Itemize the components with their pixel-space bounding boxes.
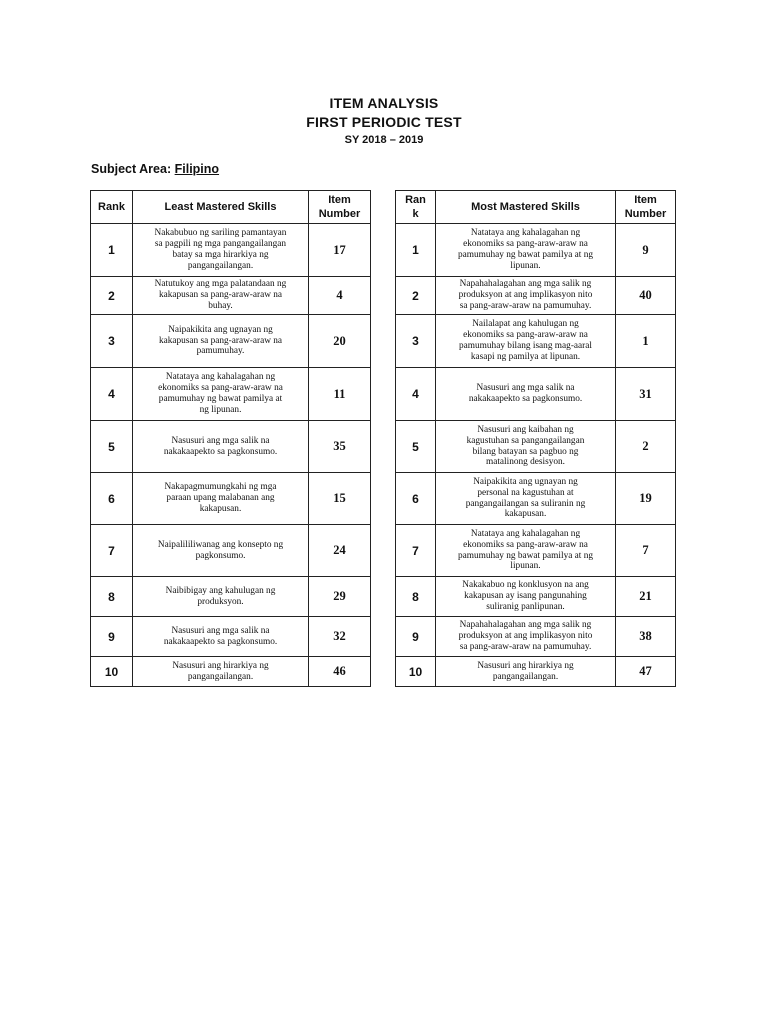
item-number-cell: 2 — [616, 421, 676, 473]
skill-cell: Napahahalagahan ang mga salik ng produksyon at ang implikasyon nito sa pang-araw-araw na pamumuhay. — [436, 617, 616, 657]
item-number-header: Item Number — [309, 191, 371, 224]
subject-area-label: Subject Area: — [91, 162, 172, 176]
document-header — [0, 94, 768, 148]
skill-cell: Nasusuri ang mga salik na nakakaapekto sa pagkonsumo. — [133, 421, 309, 473]
item-number-cell: 24 — [309, 525, 371, 577]
rank-cell: 9 — [396, 617, 436, 657]
rank-cell: 9 — [91, 617, 133, 657]
table-row — [91, 368, 371, 421]
skill-cell: Naipakikita ang ugnayan ng kakapusan sa pang-araw-araw na pamumuhay. — [133, 315, 309, 368]
item-number-cell: 35 — [309, 421, 371, 473]
table-header-row — [396, 191, 676, 224]
item-number-cell: 15 — [309, 473, 371, 525]
rank-cell: 2 — [91, 277, 133, 315]
table-row — [91, 315, 371, 368]
skill-cell: Nasusuri ang kaibahan ng kagustuhan sa pangangailangan bilang batayan sa pagbuo ng matalinong desisyon. — [436, 421, 616, 473]
item-number-cell: 32 — [309, 617, 371, 657]
rank-cell: 2 — [396, 277, 436, 315]
table-row — [91, 525, 371, 577]
document-title: ITEM ANALYSIS — [329, 95, 439, 111]
skill-header: Most Mastered Skills — [436, 191, 616, 224]
item-number-cell: 19 — [616, 473, 676, 525]
rank-cell: 6 — [91, 473, 133, 525]
rank-header: Ran k — [396, 191, 436, 224]
rank-cell: 1 — [396, 224, 436, 277]
skill-cell: Naibibigay ang kahulugan ng produksyon. — [133, 577, 309, 617]
item-number-cell: 4 — [309, 277, 371, 315]
table-row — [396, 657, 676, 687]
skill-cell: Nailalapat ang kahulugan ng ekonomiks sa pang-araw-araw na pamumuhay bilang isang mag-aaral kasapi ng pamilya at lipunan. — [436, 315, 616, 368]
table-row — [396, 525, 676, 577]
school-year: SY 2018 – 2019 — [344, 134, 424, 146]
skill-cell: Natataya ang kahalagahan ng ekonomiks sa pang-araw-araw na pamumuhay ng bawat pamilya at ng lipunan. — [436, 525, 616, 577]
rank-cell: 10 — [91, 657, 133, 687]
item-number-cell: 20 — [309, 315, 371, 368]
table-row — [396, 224, 676, 277]
table-row — [396, 617, 676, 657]
table-row — [396, 368, 676, 421]
item-number-cell: 17 — [309, 224, 371, 277]
item-number-cell: 29 — [309, 577, 371, 617]
subject-area-value: Filipino — [174, 162, 220, 176]
most-mastered-table — [395, 190, 676, 687]
table-row — [91, 421, 371, 473]
table-row — [91, 473, 371, 525]
skill-cell: Nakapagmumungkahi ng mga paraan upang malabanan ang kakapusan. — [133, 473, 309, 525]
rank-cell: 4 — [91, 368, 133, 421]
subject-area — [91, 162, 219, 176]
item-number-cell: 38 — [616, 617, 676, 657]
table-row — [396, 473, 676, 525]
rank-cell: 5 — [91, 421, 133, 473]
rank-cell: 3 — [396, 315, 436, 368]
skill-cell: Nakakabuo ng konklusyon na ang kakapusan ay isang pangunahing suliranig panlipunan. — [436, 577, 616, 617]
skill-cell: Napahahalagahan ang mga salik ng produksyon at ang implikasyon nito sa pang-araw-araw na pamumuhay. — [436, 277, 616, 315]
rank-header: Rank — [91, 191, 133, 224]
table-row — [91, 657, 371, 687]
skill-header: Least Mastered Skills — [133, 191, 309, 224]
skill-cell: Natutukoy ang mga palatandaan ng kakapusan sa pang-araw-araw na buhay. — [133, 277, 309, 315]
skill-cell: Nasusuri ang mga salik na nakakaapekto sa pagkonsumo. — [436, 368, 616, 421]
table-row — [91, 224, 371, 277]
rank-cell: 8 — [396, 577, 436, 617]
item-number-cell: 31 — [616, 368, 676, 421]
skill-cell: Natataya ang kahalagahan ng ekonomiks sa pang-araw-araw na pamumuhay ng bawat pamilya at ng lipunan. — [133, 368, 309, 421]
table-header-row — [91, 191, 371, 224]
rank-cell: 10 — [396, 657, 436, 687]
table-row — [91, 277, 371, 315]
skill-cell: Nakabubuo ng sariling pamantayan sa pagpili ng mga pangangailangan batay sa mga hirarkiya ng pangangailangan. — [133, 224, 309, 277]
item-number-cell: 46 — [309, 657, 371, 687]
item-number-cell: 21 — [616, 577, 676, 617]
table-row — [396, 577, 676, 617]
item-number-cell: 47 — [616, 657, 676, 687]
least-table-body — [91, 224, 371, 687]
item-number-cell: 9 — [616, 224, 676, 277]
table-row — [91, 577, 371, 617]
rank-cell: 7 — [396, 525, 436, 577]
item-number-cell: 11 — [309, 368, 371, 421]
skill-cell: Natataya ang kahalagahan ng ekonomiks sa pang-araw-araw na pamumuhay ng bawat pamilya at ng lipunan. — [436, 224, 616, 277]
most-table-body — [396, 224, 676, 687]
least-mastered-table — [90, 190, 371, 687]
rank-cell: 4 — [396, 368, 436, 421]
item-number-cell: 7 — [616, 525, 676, 577]
skill-cell: Nasusuri ang mga salik na nakakaapekto sa pagkonsumo. — [133, 617, 309, 657]
skill-cell: Naipalililiwanag ang konsepto ng pagkonsumo. — [133, 525, 309, 577]
table-row — [396, 421, 676, 473]
skill-cell: Naipakikita ang ugnayan ng personal na kagustuhan at pangangailangan sa suliranin ng kakapusan. — [436, 473, 616, 525]
item-number-cell: 1 — [616, 315, 676, 368]
table-row — [396, 315, 676, 368]
rank-cell: 8 — [91, 577, 133, 617]
skill-cell: Nasusuri ang hirarkiya ng pangangailangan. — [436, 657, 616, 687]
rank-cell: 1 — [91, 224, 133, 277]
rank-cell: 6 — [396, 473, 436, 525]
item-number-header: Item Number — [616, 191, 676, 224]
document-subtitle: FIRST PERIODIC TEST — [306, 114, 462, 130]
rank-cell: 7 — [91, 525, 133, 577]
table-row — [396, 277, 676, 315]
table-row — [91, 617, 371, 657]
rank-cell: 5 — [396, 421, 436, 473]
item-number-cell: 40 — [616, 277, 676, 315]
rank-cell: 3 — [91, 315, 133, 368]
skill-cell: Nasusuri ang hirarkiya ng pangangailangan. — [133, 657, 309, 687]
